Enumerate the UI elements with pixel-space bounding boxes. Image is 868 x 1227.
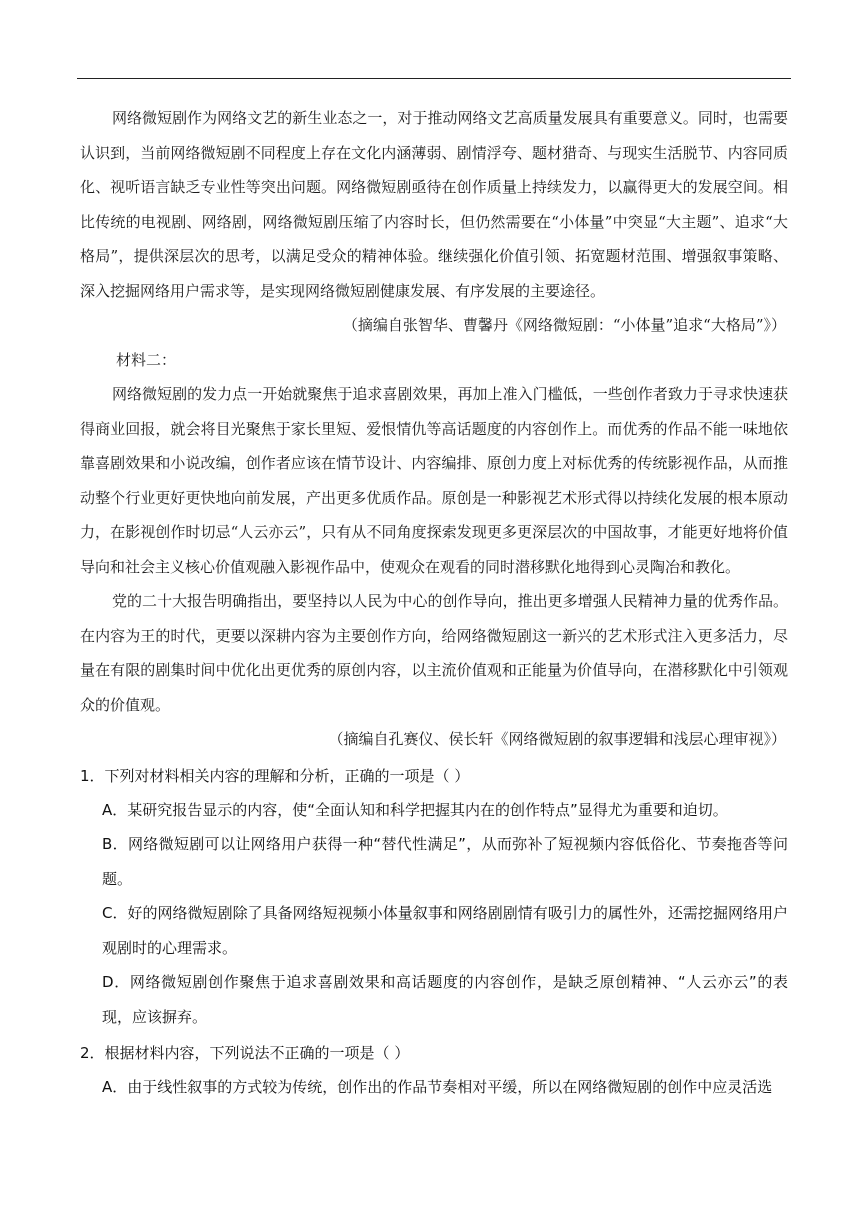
question-2	[80, 1037, 788, 1105]
question-1-option-d: D．网络微短剧创作聚焦于追求喜剧效果和高话题度的内容创作，是缺乏原创精神、“人云亦云”的表现，应该摒弃。	[102, 973, 788, 1026]
question-2-option-a: A．由于线性叙事的方式较为传统，创作出的作品节奏相对平缓，所以在网络微短剧的创作中应灵活选	[102, 1078, 773, 1096]
question-2-stem: 2．根据材料内容，下列说法不正确的一项是（ ）	[80, 1044, 410, 1062]
material2-paragraph-1: 网络微短剧的发力点一开始就聚焦于追求喜剧效果，再加上准入门槛低，一些创作者致力于寻求快速获得商业回报，就会将目光聚焦于家长里短、爱恨情仇等高话题度的内容创作上。而优秀的作品不能一味地依靠喜剧效果和小说改编，创作者应该在情节设计、内容编排、原创力度上对标优秀的传统影视作品，从而推动整个行业更好更快地向前发展，产出更多优质作品。原创是一种影视艺术形式得以持续化发展的根本原动力，在影视创作时切忌“人云亦云”，只有从不同角度探索发现更多更深层次的中国故事，才能更好地将价值导向和社会主义核心价值观融入影视作品中，使观众在观看的同时潜移默化地得到心灵陶冶和教化。	[80, 385, 788, 576]
document-body	[80, 101, 788, 1105]
material1-source: （摘编自张智华、曹馨丹《网络微短剧：“小体量”追求“大格局”》）	[342, 316, 786, 334]
material1-paragraph: 网络微短剧作为网络文艺的新生业态之一，对于推动网络文艺高质量发展具有重要意义。同时，也需要认识到，当前网络微短剧不同程度上存在文化内涵薄弱、剧情浮夸、题材猎奇、与现实生活脱节、内容同质化、视听语言缺乏专业性等突出问题。网络微短剧亟待在创作质量上持续发力，以赢得更大的发展空间。相比传统的电视剧、网络剧，网络微短剧压缩了内容时长，但仍然需要在“小体量”中突显“大主题”、追求“大格局”，提供深层次的思考，以满足受众的精神体验。继续强化价值引领、拓宽题材范围、增强叙事策略、深入挖掘网络用户需求等，是实现网络微短剧健康发展、有序发展的主要途径。	[80, 109, 788, 300]
material2-label: 材料二：	[116, 350, 177, 369]
header-rule	[77, 78, 791, 79]
question-1-option-c: C．好的网络微短剧除了具备网络短视频小体量叙事和网络剧剧情有吸引力的属性外，还需挖掘网络用户观剧时的心理需求。	[102, 904, 788, 957]
question-1-stem: 1．下列对材料相关内容的理解和分析，正确的一项是（ ）	[80, 766, 470, 785]
question-1-option-a: A．某研究报告显示的内容，使“全面认知和科学把握其内在的创作特点”显得尤为重要和迫切。	[102, 800, 728, 819]
question-1	[80, 760, 788, 1035]
material2-source: （摘编自孔赛仪、侯长轩《网络微短剧的叙事逻辑和浅层心理审视》）	[328, 730, 786, 748]
material2-paragraph-2: 党的二十大报告明确指出，要坚持以人民为中心的创作导向，推出更多增强人民精神力量的优秀作品。在内容为王的时代，更要以深耕内容为主要创作方向，给网络微短剧这一新兴的艺术形式注入更多活力，尽量在有限的剧集时间中优化出更优秀的原创内容，以主流价值观和正能量为价值导向，在潜移默化中引领观众的价值观。	[80, 592, 788, 714]
question-1-option-b: B．网络微短剧可以让网络用户获得一种“替代性满足”，从而弥补了短视频内容低俗化、节奏拖沓等问题。	[102, 835, 788, 888]
